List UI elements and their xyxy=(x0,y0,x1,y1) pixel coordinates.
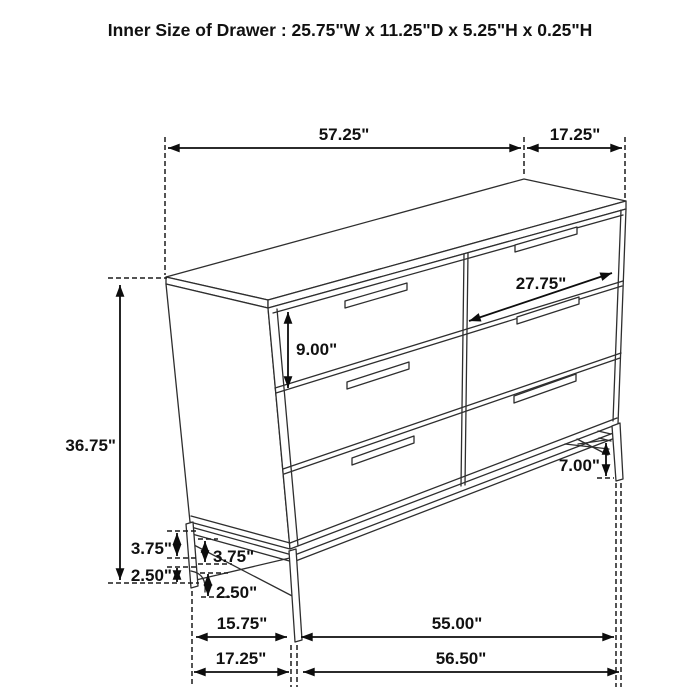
dim-top-width xyxy=(168,125,521,148)
leg-front-right xyxy=(612,423,623,481)
dim-label-base-front-inner: 55.00" xyxy=(431,614,483,633)
base-right-cross-brace xyxy=(577,439,608,455)
dim-label-base-clearance: 7.00" xyxy=(558,456,600,475)
dim-label-base-side-depth: 17.25" xyxy=(215,649,267,668)
dim-label-base-side-inner: 15.75" xyxy=(216,614,268,633)
dim-label-top-depth: 17.25" xyxy=(549,125,601,144)
dim-back-leg-foot xyxy=(131,566,177,585)
dim-label-base-front-width: 56.50" xyxy=(435,649,487,668)
diagram-title: Inner Size of Drawer : 25.75"W x 11.25"D x 5.25"H x 0.25"H xyxy=(107,20,593,40)
dim-base-front-inner xyxy=(301,614,614,637)
dim-front-leg-foot xyxy=(208,574,257,602)
dim-overall-height xyxy=(65,285,120,580)
dim-label-front-leg-upper: 3.75" xyxy=(213,547,255,566)
dim-back-leg-upper xyxy=(131,533,177,558)
dim-label-overall-height: 36.75" xyxy=(65,436,116,455)
dim-label-back-leg-upper: 3.75" xyxy=(130,539,172,558)
dim-label-drawer-height: 9.00" xyxy=(296,340,338,359)
dim-base-front-width xyxy=(303,649,619,672)
dim-label-top-width: 57.25" xyxy=(318,125,370,144)
dim-top-depth xyxy=(527,125,622,148)
leg-back-left xyxy=(186,522,198,588)
dim-label-back-leg-foot: 2.50" xyxy=(130,566,172,585)
dim-label-front-leg-foot: 2.50" xyxy=(216,583,258,602)
dim-base-side-depth xyxy=(194,649,289,672)
dim-base-side-inner xyxy=(196,614,287,637)
dim-label-drawer-width: 27.75" xyxy=(515,274,567,293)
dresser-drawing xyxy=(166,179,626,642)
